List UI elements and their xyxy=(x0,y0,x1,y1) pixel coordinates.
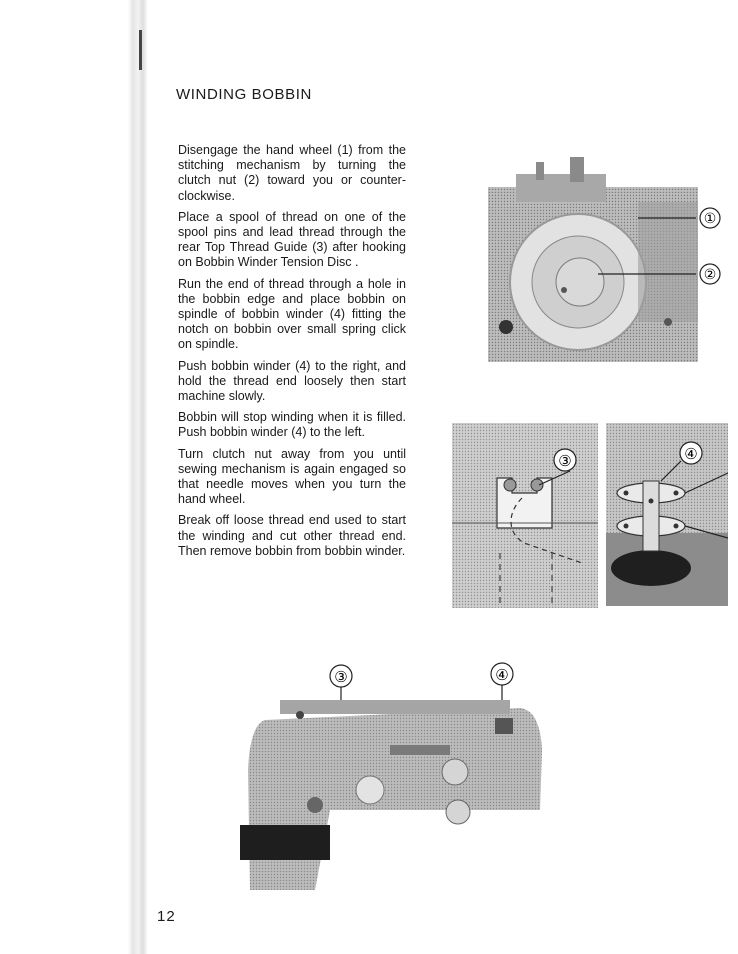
callout-4: ④ xyxy=(495,666,509,684)
callout-3: ③ xyxy=(558,452,572,470)
binding-shadow xyxy=(128,0,148,954)
page-number: 12 xyxy=(157,908,176,925)
sewing-machine-photo xyxy=(240,660,560,890)
page-title: WINDING BOBBIN xyxy=(176,86,312,103)
instruction-paragraph: Run the end of thread through a hole in the bobbin edge and place bobbin on spindle of bobbin winder (4) fitting the notch on bobbin over small spring click on spindle. xyxy=(178,276,406,352)
binding-mark xyxy=(139,30,142,70)
instruction-paragraph: Turn clutch nut away from you until sewing mechanism is again engaged so that needle moves when you turn the hand wheel. xyxy=(178,446,406,507)
handwheel-photo xyxy=(488,152,723,362)
instruction-paragraph: Push bobbin winder (4) to the right, and hold the thread end loosely then start machine slowly. xyxy=(178,358,406,404)
callout-2: ② xyxy=(703,267,717,283)
bobbin-winder-photo xyxy=(606,423,728,606)
callout-3: ③ xyxy=(334,668,348,686)
instruction-text xyxy=(178,143,406,565)
instruction-paragraph: Disengage the hand wheel (1) from the stitching mechanism by turning the clutch nut (2) toward you or counter-clockwise. xyxy=(178,143,406,203)
thread-guide-photo xyxy=(452,423,598,608)
callout-4: ④ xyxy=(684,445,698,463)
instruction-paragraph: Bobbin will stop winding when it is filled. Push bobbin winder (4) to the left. xyxy=(178,410,406,440)
instruction-paragraph: Place a spool of thread on one of the spool pins and lead thread through the rear Top Thread Guide (3) after hooking on Bobbin Winder Tension Disc . xyxy=(178,209,406,270)
instruction-paragraph: Break off loose thread end used to start the winding and cut other thread end. Then remove bobbin from bobbin winder. xyxy=(178,513,406,558)
callout-1: ① xyxy=(703,211,717,227)
